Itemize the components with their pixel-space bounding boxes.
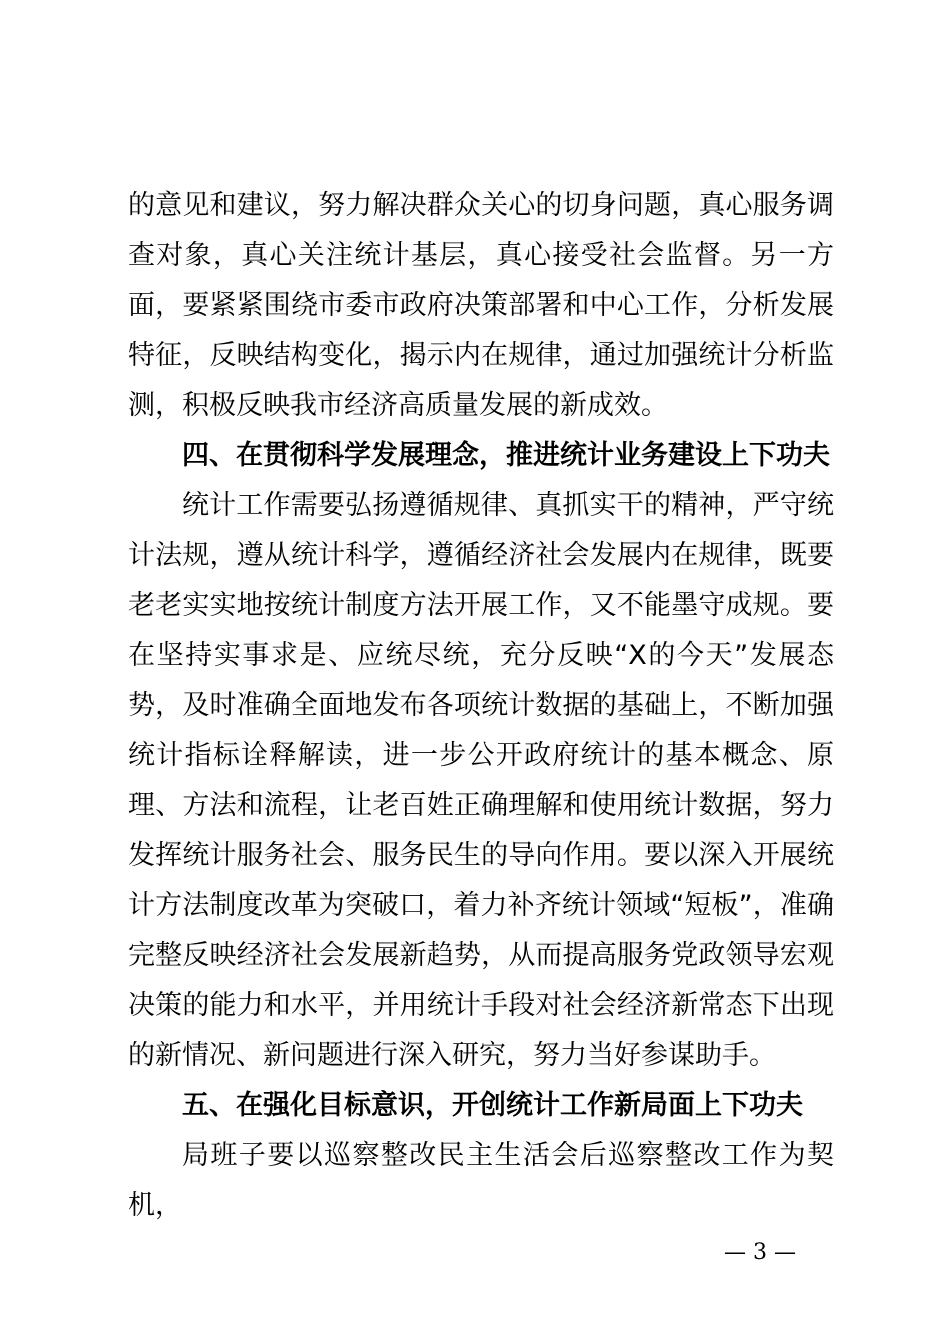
- page-number: — 3 —: [724, 1240, 796, 1265]
- continuation-paragraph: 的意见和建议，努力解决群众关心的切身问题，真心服务调查对象，真心关注统计基层，真心接受社会监督。另一方面，要紧紧围绕市委市政府决策部署和中心工作，分析发展特征，反映结构变化，揭示内在规律，通过加强统计分析监测，积极反映我市经济高质量发展的新成效。: [128, 190, 834, 421]
- section-heading-five: 五、在强化目标意识，开创统计工作新局面上下功夫: [182, 1090, 803, 1121]
- body-paragraph-five: 局班子要以巡察整改民主生活会后巡察整改工作为契机，: [128, 1140, 834, 1221]
- document-body: [128, 181, 834, 1231]
- section-heading-four: 四、在贯彻科学发展理念，推进统计业务建设上下功夫: [182, 440, 830, 471]
- body-paragraph-four: 统计工作需要弘扬遵循规律、真抓实干的精神，严守统计法规，遵从统计科学，遵循经济社会发展内在规律，既要老老实实地按统计制度方法开展工作，又不能墨守成规。要在坚持实事求是、应统尽统，充分反映“X的今天”发展态势，及时准确全面地发布各项统计数据的基础上，不断加强统计指标诠释解读，进一步公开政府统计的基本概念、原理、方法和流程，让老百姓正确理解和使用统计数据，努力发挥统计服务社会、服务民生的导向作用。要以深入开展统计方法制度改革为突破口，着力补齐统计领域“短板”，准确完整反映经济社会发展新趋势，从而提高服务党政领导宏观决策的能力和水平，并用统计手段对社会经济新常态下出现的新情况、新问题进行深入研究，努力当好参谋助手。: [128, 490, 834, 1071]
